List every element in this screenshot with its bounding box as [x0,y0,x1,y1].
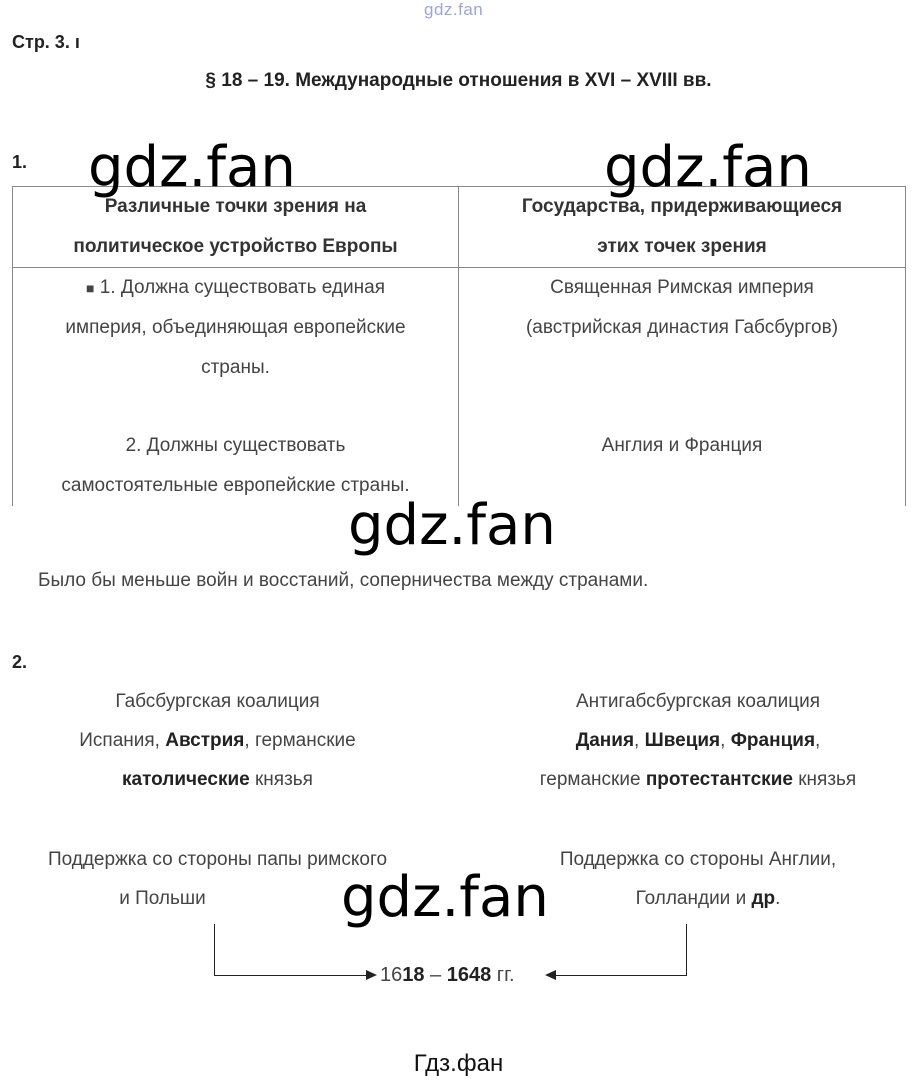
right-connector-horizontal [556,975,687,976]
viewpoint-2: 2. Должны существовать [125,435,346,456]
left-connector-horizontal [214,975,368,976]
task1-number: 1. [12,152,28,172]
right-arrow-icon [366,970,377,980]
anti-habsburg-coalition [500,682,896,799]
footer-label: Гдз.фан [413,1050,504,1077]
war-dates: 1618 – 1648 гг. [380,964,515,986]
habsburg-members: Испания, Австрия, германские [79,730,356,751]
left-connector-vertical [214,924,215,976]
table-cell-states: Священная Римская империя (австрийская династия Габсбургов) Англия и Франция [459,268,906,507]
task2-number: 2. [12,652,28,672]
right-connector-vertical [686,924,687,976]
watermark-3: gdz.fan [348,493,556,558]
anti-habsburg-princes: германские протестантские князья [539,769,857,790]
table-cell-viewpoints: ■ 1. Должна существовать единая империя, объединяющая европейские страны. 2. Должны существовать самостоятельные европейские страны. [13,268,459,507]
task1-answer: Было бы меньше войн и восстаний, соперничества между странами. [38,570,649,591]
anti-habsburg-members: Дания, Швеция, Франция, [575,730,821,751]
watermark-2: gdz.fan [604,135,812,200]
left-arrow-icon [545,970,556,980]
habsburg-title: Габсбургская коалиция [115,691,320,712]
page-title: § 18 – 19. Международные отношения в XVI – XVIII вв. [205,70,712,91]
states-1: Священная Римская империя [550,277,814,298]
viewpoint-1: ■ 1. Должна существовать единая [86,277,385,298]
habsburg-support: Поддержка со стороны папы римского и Польши [47,849,388,909]
table-header-states: Государства, придерживающиеся этих точек зрения [459,187,906,268]
habsburg-coalition [10,682,425,799]
watermark-top: gdz.fan [424,0,484,19]
watermark-4: gdz.fan [341,865,549,930]
viewpoints-table [12,186,906,506]
anti-habsburg-title: Антигабсбургская коалиция [575,691,821,712]
states-2: Англия и Франция [601,435,763,456]
bullet-icon: ■ [86,280,95,296]
page-label: Стр. 3. ı [12,32,80,52]
watermark-1: gdz.fan [88,135,296,200]
habsburg-princes: католические князья [122,769,313,790]
anti-habsburg-support: Поддержка со стороны Англии, Голландии и др. [559,849,837,909]
table-header-viewpoints: Различные точки зрения на политическое устройство Европы [13,187,459,268]
